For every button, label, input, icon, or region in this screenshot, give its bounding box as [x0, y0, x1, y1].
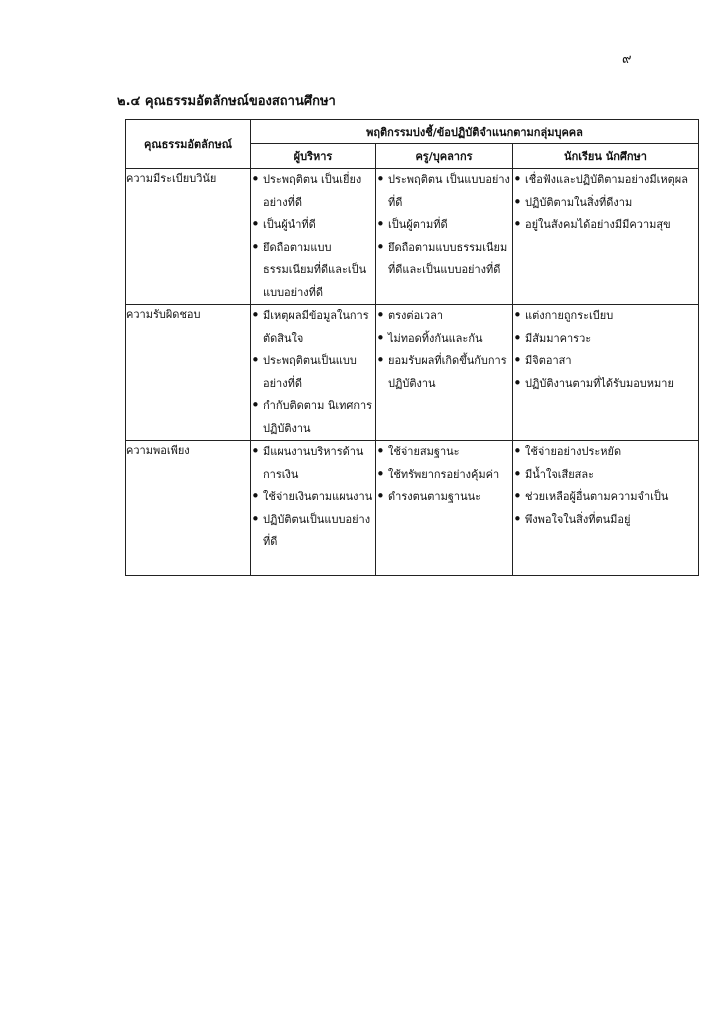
page-number: ๙: [622, 52, 632, 67]
list-item: • ปฏิบัติงานตามที่ได้รับมอบหมาย: [513, 373, 698, 396]
virtues-table: [125, 119, 699, 576]
admin-behaviors: [251, 441, 376, 576]
table-row: [126, 305, 699, 441]
list-item: • มีเหตุผลมีข้อมูลในการตัดสินใจ: [251, 305, 375, 350]
list-item: • กำกับติดตาม นิเทศการปฏิบัติงาน: [251, 395, 375, 440]
list-item: • เชื่อฟังและปฏิบัติตามอย่างมีเหตุผล: [513, 169, 698, 192]
teacher-behaviors: [376, 169, 513, 305]
list-item: • ประพฤติตนเป็นแบบอย่างที่ดี: [251, 350, 375, 395]
virtue-name: ความมีระเบียบวินัย: [126, 169, 251, 305]
list-item: • แต่งกายถูกระเบียบ: [513, 305, 698, 328]
teacher-behaviors: [376, 441, 513, 576]
student-behaviors: [513, 441, 699, 576]
admin-behaviors: [251, 305, 376, 441]
header-students: นักเรียน นักศึกษา: [513, 144, 699, 169]
list-item: • ยอมรับผลที่เกิดขึ้นกับการปฏิบัติงาน: [376, 350, 512, 395]
virtue-name: ความรับผิดชอบ: [126, 305, 251, 441]
list-item: • ตรงต่อเวลา: [376, 305, 512, 328]
list-item: • มีสัมมาคารวะ: [513, 328, 698, 351]
list-item: • ช่วยเหลือผู้อื่นตามความจำเป็น: [513, 486, 698, 509]
list-item: • ใช้ทรัพยากรอย่างคุ้มค่า: [376, 464, 512, 487]
table-header-row: [126, 120, 699, 144]
list-item: • อยู่ในสังคมได้อย่างมีมีความสุข: [513, 214, 698, 237]
list-item: • เป็นผู้นำที่ดี: [251, 214, 375, 237]
student-behaviors: [513, 305, 699, 441]
list-item: • เป็นผู้ตามที่ดี: [376, 214, 512, 237]
table-row: [126, 441, 699, 576]
list-item: • ใช้จ่ายสมฐานะ: [376, 441, 512, 464]
list-item: • ยึดถือตามแบบธรรมเนียมที่ดีและเป็นแบบอย่างที่ดี: [251, 237, 375, 305]
list-item: • ใช้จ่ายเงินตามแผนงาน: [251, 486, 375, 509]
list-item: • ยึดถือตามแบบธรรมเนียมที่ดีและเป็นแบบอย่างที่ดี: [376, 237, 512, 282]
virtue-name: ความพอเพียง: [126, 441, 251, 576]
section-title: ๒.๔ คุณธรรมอัตลักษณ์ของสถานศึกษา: [117, 94, 336, 109]
list-item: • ดำรงตนตามฐานนะ: [376, 486, 512, 509]
list-item: • ไม่ทอดทิ้งกันและกัน: [376, 328, 512, 351]
list-item: • มีแผนงานบริหารด้านการเงิน: [251, 441, 375, 486]
header-virtue: คุณธรรมอัตลักษณ์: [126, 120, 251, 169]
list-item: • มีจิตอาสา: [513, 350, 698, 373]
list-item: • ใช้จ่ายอย่างประหยัด: [513, 441, 698, 464]
admin-behaviors: [251, 169, 376, 305]
list-item: • ปฏิบัติตนเป็นแบบอย่างที่ดี: [251, 509, 375, 554]
list-item: • ประพฤติตน เป็นเยี่ยงอย่างที่ดี: [251, 169, 375, 214]
table-row: [126, 169, 699, 305]
header-teachers: ครู/บุคลากร: [376, 144, 513, 169]
teacher-behaviors: [376, 305, 513, 441]
list-item: • ปฏิบัติตามในสิ่งที่ดีงาม: [513, 192, 698, 215]
student-behaviors: [513, 169, 699, 305]
list-item: • ประพฤติตน เป็นแบบอย่างที่ดี: [376, 169, 512, 214]
list-item: • พึงพอใจในสิ่งที่ตนมีอยู่: [513, 509, 698, 532]
header-behavior-group: พฤติกรรมบ่งชี้/ข้อปฏิบัติจำแนกตามกลุ่มบุคคล: [251, 120, 699, 144]
header-administrators: ผู้บริหาร: [251, 144, 376, 169]
list-item: • มีน้ำใจเสียสละ: [513, 464, 698, 487]
